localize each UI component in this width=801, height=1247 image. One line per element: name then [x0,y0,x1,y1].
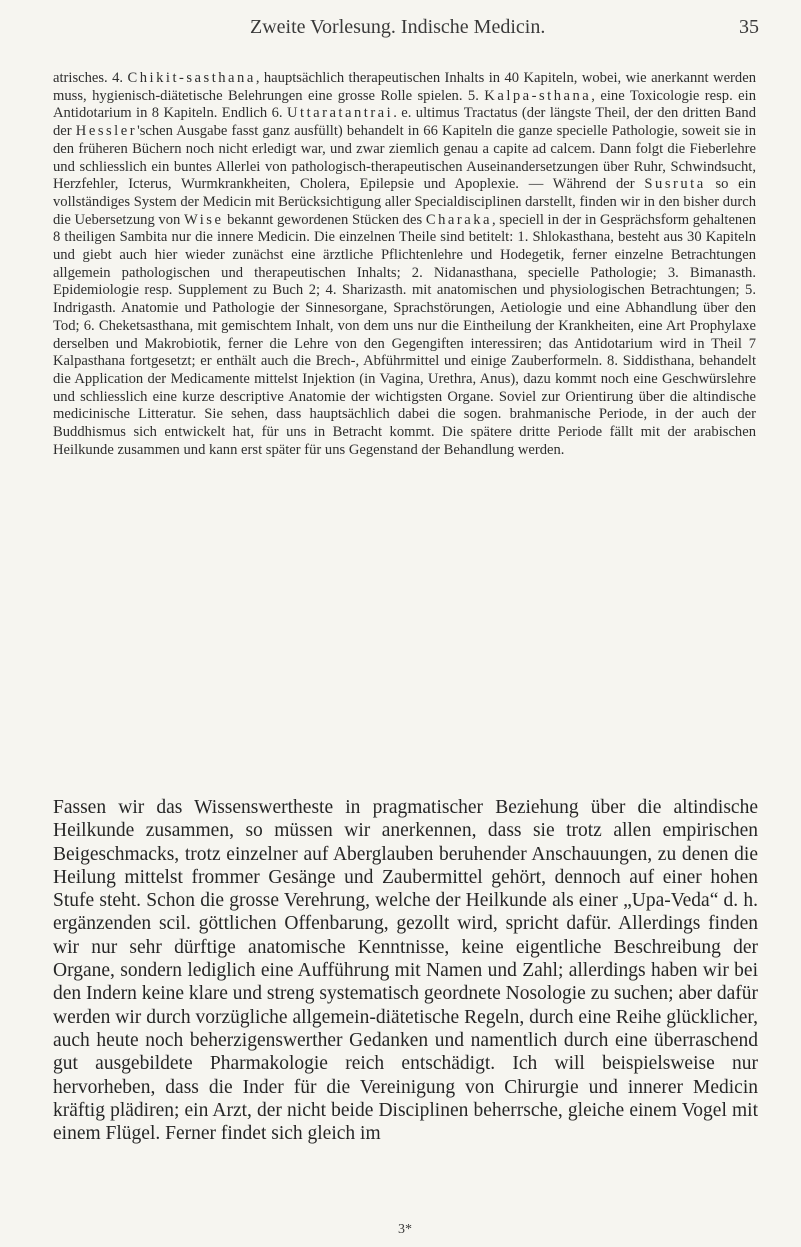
spaced-term: Kalpa-sthana [484,87,592,104]
running-title: Zweite Vorlesung. Indische Medicin. [250,16,546,38]
spaced-name: Susruta [644,176,706,193]
signature-mark: 3* [398,1222,412,1237]
small-print-paragraph [53,70,756,459]
text-run: atrisches. 4. [53,70,128,86]
spaced-name: Charaka [425,211,492,228]
spaced-name: Hessler [75,123,138,140]
spaced-name: Wise [184,211,224,228]
main-text: Fassen wir das Wissenswertheste in pragmatischer Beziehung über die altindische Heilkunde zusammen, so müssen wir anerkennen, dass sie trotz allen empirischen Beigeschmacks, trotz einzelner auf Aberglauben beruhender Anschauungen, zu denen die Heilung mittelst frommer Gesänge und Zaubermittel gehört, dennoch auf einer hohen Stufe steht. Schon die grosse Verehrung, welche der Heilkunde als einer „Upa-Veda“ d. h. ergänzenden scil. göttlichen Offenbarung, gezollt wird, spricht dafür. Allerdings finden wir nur sehr dürftige anatomische Kenntnisse, keine eigentliche Beschreibung der Organe, sondern lediglich eine Aufführung mit Namen und Zahl; allerdings haben wir bei den Indern keine klare und streng systematisch geordnete Nosologie zu suchen; aber dafür werden wir durch vorzügliche allgemein-diätetische Regeln, durch eine Reihe glücklicher, auch heute noch beherzigenswerther Gedanken und namentlich durch eine überraschend gut ausgebildete Pharmakologie reich entschädigt. Ich will beispielsweise nur hervorheben, dass die Inder für die Vereinigung von Chirurgie und innerer Medicin kräftig plädiren; ein Arzt, der nicht beide Disciplinen beherrsche, gleiche einem Vogel mit einem Flügel. Ferner findet sich gleich im [53,797,759,1145]
text-run: 'schen Ausgabe fasst ganz ausfüllt) behandelt in 66 Kapiteln die ganze specielle Pathologie, soweit sie in den früheren Büchern noch nicht erledigt war, und zwar ziemlich genau a capite ad calcem. Dann folgt die Fieberlehre und schliesslich ein buntes Allerlei von pathologisch-therapeutischen Auseinandersetzungen über Ruhr, Schwindsucht, Herzfehler, Icterus, Wurmkrankheiten, Cholera, Epilepsie und Apoplexie. — Während der [53,123,756,193]
text-run: , eine Toxicologie resp. ein Antidotarium in 8 Kapiteln. Endlich 6. [53,87,756,122]
text-run: . e. ultimus Tractatus (der längste Theil, der den dritten Band der [53,105,756,140]
small-print-text [53,70,756,459]
text-run: bekannt gewordenen Stücken des [223,211,426,228]
page-number: 35 [739,16,759,38]
text-run: , speciell in der in Gesprächsform gehaltenen 8 theiligen Sambita nur die innere Medicin. Die einzelnen Theile sind betitelt: 1. Shlokasthana, besteht aus 30 Kapiteln und giebt auch hier wieder zunächst eine ärztliche Pflichtenlehre und Hodegetik, ferner einzelne Betrachtungen allgemein pathologischen und therapeutischen Inhalts; 2. Nidanasthana, specielle Pathologie; 3. Bimanasth. Epidemiologie resp. Supplement zu Buch 2; 4. Sharizasth. mit anatomischen und physiologischen Betrachtungen; 5. Indrigasth. Anatomie und Pathologie der Sinnesorgane, Sprachstörungen, Aetiologie und eine Abhandlung über den Tod; 6. Cheketsasthana, mit gemischtem Inhalt, von dem uns nur die Eintheilung der Krankheiten, eine Art Prophylaxe derselben und Makrobiotik, ferner die Lehre von den Gegengiften interessiren; das Antidotarium wird in Theil 7 Kalpasthana fortgesetzt; er enthält auch die Brech-, Abführmittel und einige Zauberformeln. 8. Siddisthana, behandelt die Application der Medicamente mittelst Injektion (in Vagina, Urethra, Anus), dazu kommt noch eine Geschwürslehre und schliesslich eine kurze descriptive Anatomie der wichtigsten Organe. Soviel zur Orientirung über die altindische medicinische Litteratur. Sie sehen, dass hauptsächlich dabei die sogen. brahmanische Periode, in der auch der Buddhismus sich entwickelt hat, für uns in Betracht kommt. Die spätere dritte Periode fällt mit der arabischen Heilkunde zusammen und kann erst später für uns Gegenstand der Behandlung werden. [53,211,756,458]
spaced-term: Chikit-sasthana [127,70,256,86]
running-header [0,16,801,46]
text-run: so ein vollständiges System der Medicin mit Berücksichtigung aller Specialdisciplinen darstellt, finden wir in den bisher durch die Uebersetzung von [53,176,756,228]
text-run: , hauptsächlich therapeutischen Inhalts in 40 Kapiteln, wobei, wie anerkannt werden muss, hygienisch-diätetische Belehrungen eine grosse Rolle spielen. 5. [53,70,756,104]
spaced-term: Uttaratantrai [286,105,394,122]
main-paragraph [53,796,758,1145]
